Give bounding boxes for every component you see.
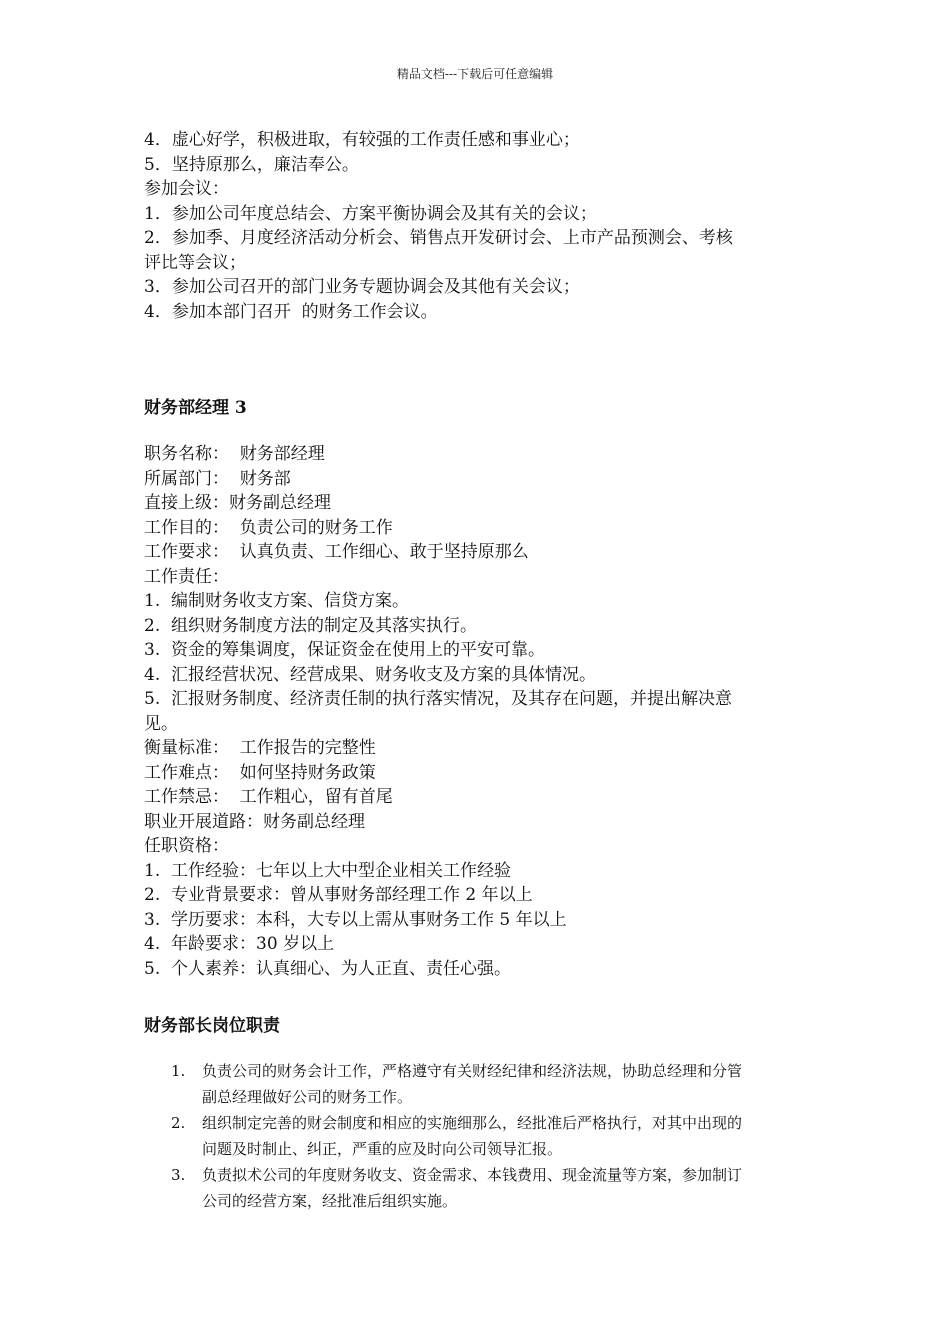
list-item-number: 2. [171, 1114, 186, 1132]
list-item-number: 1. [171, 1062, 186, 1080]
text-line: 5. 汇报财务制度、经济责任制的执行落实情况，及其存在问题，并提出解决意 [144, 689, 733, 709]
text-line: 2. 组织财务制度方法的制定及其落实执行。 [144, 615, 478, 636]
text-line: 直接上级：财务副总经理 [144, 493, 331, 513]
list-item-line: 副总经理做好公司的财务工作。 [202, 1088, 413, 1106]
text-line: 工作难点： 如何坚持财务政策 [144, 762, 376, 783]
text-line: 3. 学历要求：本科，大专以上需从事财务工作 5 年以上 [144, 909, 567, 930]
section-2-text [144, 442, 810, 981]
list-item [144, 1162, 810, 1214]
text-line: 参加会议： [144, 179, 229, 199]
text-line: 工作责任： [144, 566, 229, 587]
text-line: 1. 编制财务收支方案、信贷方案。 [144, 591, 410, 611]
text-line: 职务名称： 财务部经理 [144, 444, 325, 464]
section-3-heading: 财务部长岗位职责 [144, 1016, 280, 1036]
list-item-line: 公司的经营方案，经批准后组织实施。 [202, 1192, 458, 1210]
text-line: 衡量标准： 工作报告的完整性 [144, 738, 376, 758]
list-item [144, 1058, 810, 1110]
text-line: 5．坚持原那么，廉洁奉公。 [144, 154, 359, 175]
section-2-heading: 财务部经理 3 [144, 398, 247, 418]
list-item-line: 问题及时制止、纠正，严重的应及时向公司领导汇报。 [202, 1140, 563, 1158]
duties-list [144, 1058, 810, 1214]
text-line: 1．参加公司年度总结会、方案平衡协调会及其有关的会议； [144, 203, 597, 224]
text-line: 工作禁忌： 工作粗心，留有首尾 [144, 787, 393, 807]
section-1-text [144, 128, 810, 324]
text-line: 工作目的： 负责公司的财务工作 [144, 517, 393, 538]
text-line: 2．参加季、月度经济活动分析会、销售点开发研讨会、上市产品预测会、考核 [144, 228, 733, 248]
text-line: 1. 工作经验：七年以上大中型企业相关工作经验 [144, 860, 512, 881]
list-item [144, 1110, 810, 1162]
text-line: 4．虚心好学，积极进取，有较强的工作责任感和事业心； [144, 130, 580, 150]
text-line: 3. 资金的筹集调度，保证资金在使用上的平安可靠。 [144, 640, 546, 660]
list-item-line: 组织制定完善的财会制度和相应的实施细那么，经批准后严格执行，对其中出现的 [202, 1114, 743, 1132]
list-item-line: 负责拟术公司的年度财务收支、资金需求、本钱费用、现金流量等方案，参加制订 [202, 1166, 743, 1184]
page-header: 精品文档---下载后可任意编辑 [396, 67, 554, 81]
text-line: 见。 [144, 713, 178, 734]
text-line: 4. 汇报经营状况、经营成果、财务收支及方案的具体情况。 [144, 664, 597, 685]
text-line: 所属部门： 财务部 [144, 468, 291, 489]
text-line: 4．参加本部门召开 的财务工作会议。 [144, 301, 438, 322]
text-line: 工作要求： 认真负责、工作细心、敢于坚持原那么 [144, 542, 529, 562]
text-line: 评比等会议； [144, 252, 246, 273]
text-line: 任职资格： [144, 836, 229, 856]
text-line: 职业开展道路：财务副总经理 [144, 811, 365, 832]
text-line: 4. 年龄要求：30 岁以上 [144, 934, 335, 954]
text-line: 5. 个人素养：认真细心、为人正直、责任心强。 [144, 958, 512, 979]
text-line: 2. 专业背景要求：曾从事财务部经理工作 2 年以上 [144, 885, 533, 905]
list-item-line: 负责公司的财务会计工作，严格遵守有关财经纪律和经济法规，协助总经理和分管 [202, 1062, 743, 1080]
text-line: 3．参加公司召开的部门业务专题协调会及其他有关会议； [144, 277, 580, 297]
list-item-number: 3. [171, 1166, 186, 1184]
